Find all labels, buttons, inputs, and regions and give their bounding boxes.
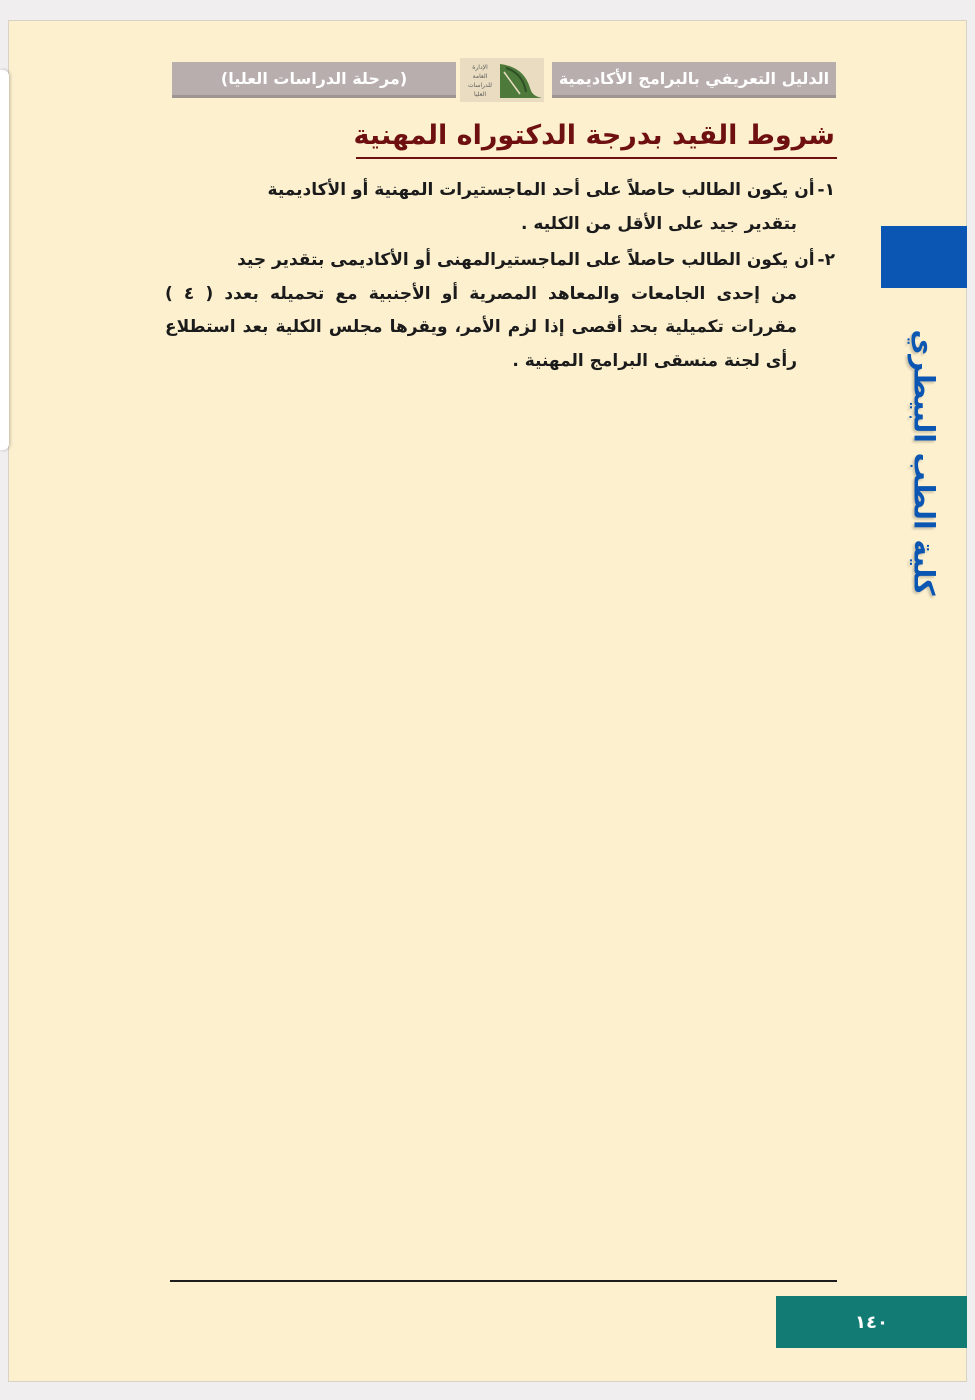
title-underline xyxy=(356,157,837,159)
page-number: ١٤٠ xyxy=(776,1296,967,1348)
section-title: شروط القيد بدرجة الدكتوراه المهنية xyxy=(353,120,835,151)
item-number: ٢- xyxy=(817,250,835,270)
logo-text-line: الإدارة xyxy=(472,64,488,71)
footer-rule xyxy=(170,1280,837,1282)
left-page-edge xyxy=(0,70,9,450)
logo-text-line: العليا xyxy=(473,91,487,98)
header-guide-label: الدليل التعريفي بالبرامج الأكاديمية xyxy=(552,62,836,98)
item-continuation: بتقدير جيد على الأقل من الكليه . xyxy=(521,213,797,234)
item-continuation: من إحدى الجامعات والمعاهد المصرية أو الأجنبية مع تحميله بعدد ( ٤ ) مقررات تكميلية بحد أقصى إذا لزم الأمر، ويقرها مجلس الكلية بعد استطلاع رأى لجنة منسقى البرامج المهنية . xyxy=(165,283,797,371)
logo-text-line: للدراسات xyxy=(467,82,493,89)
logo-icon xyxy=(460,58,544,102)
header-stage-label: (مرحلة الدراسات العليا) xyxy=(172,62,456,98)
item-text: أن يكون الطالب حاصلاً على الماجستيرالمهنى أو الأكاديمى بتقدير جيد xyxy=(237,250,815,270)
side-faculty-title xyxy=(905,302,943,622)
item-text: أن يكون الطالب حاصلاً على أحد الماجستيرات المهنية أو الأكاديمية xyxy=(267,180,815,200)
side-faculty-label: كلية الطب البيطري xyxy=(907,329,941,595)
logo-text-line: العامة xyxy=(472,73,488,80)
side-tab xyxy=(881,226,967,288)
condition-item-1 xyxy=(165,174,835,241)
item-number: ١- xyxy=(817,180,835,200)
condition-item-2 xyxy=(165,244,835,378)
